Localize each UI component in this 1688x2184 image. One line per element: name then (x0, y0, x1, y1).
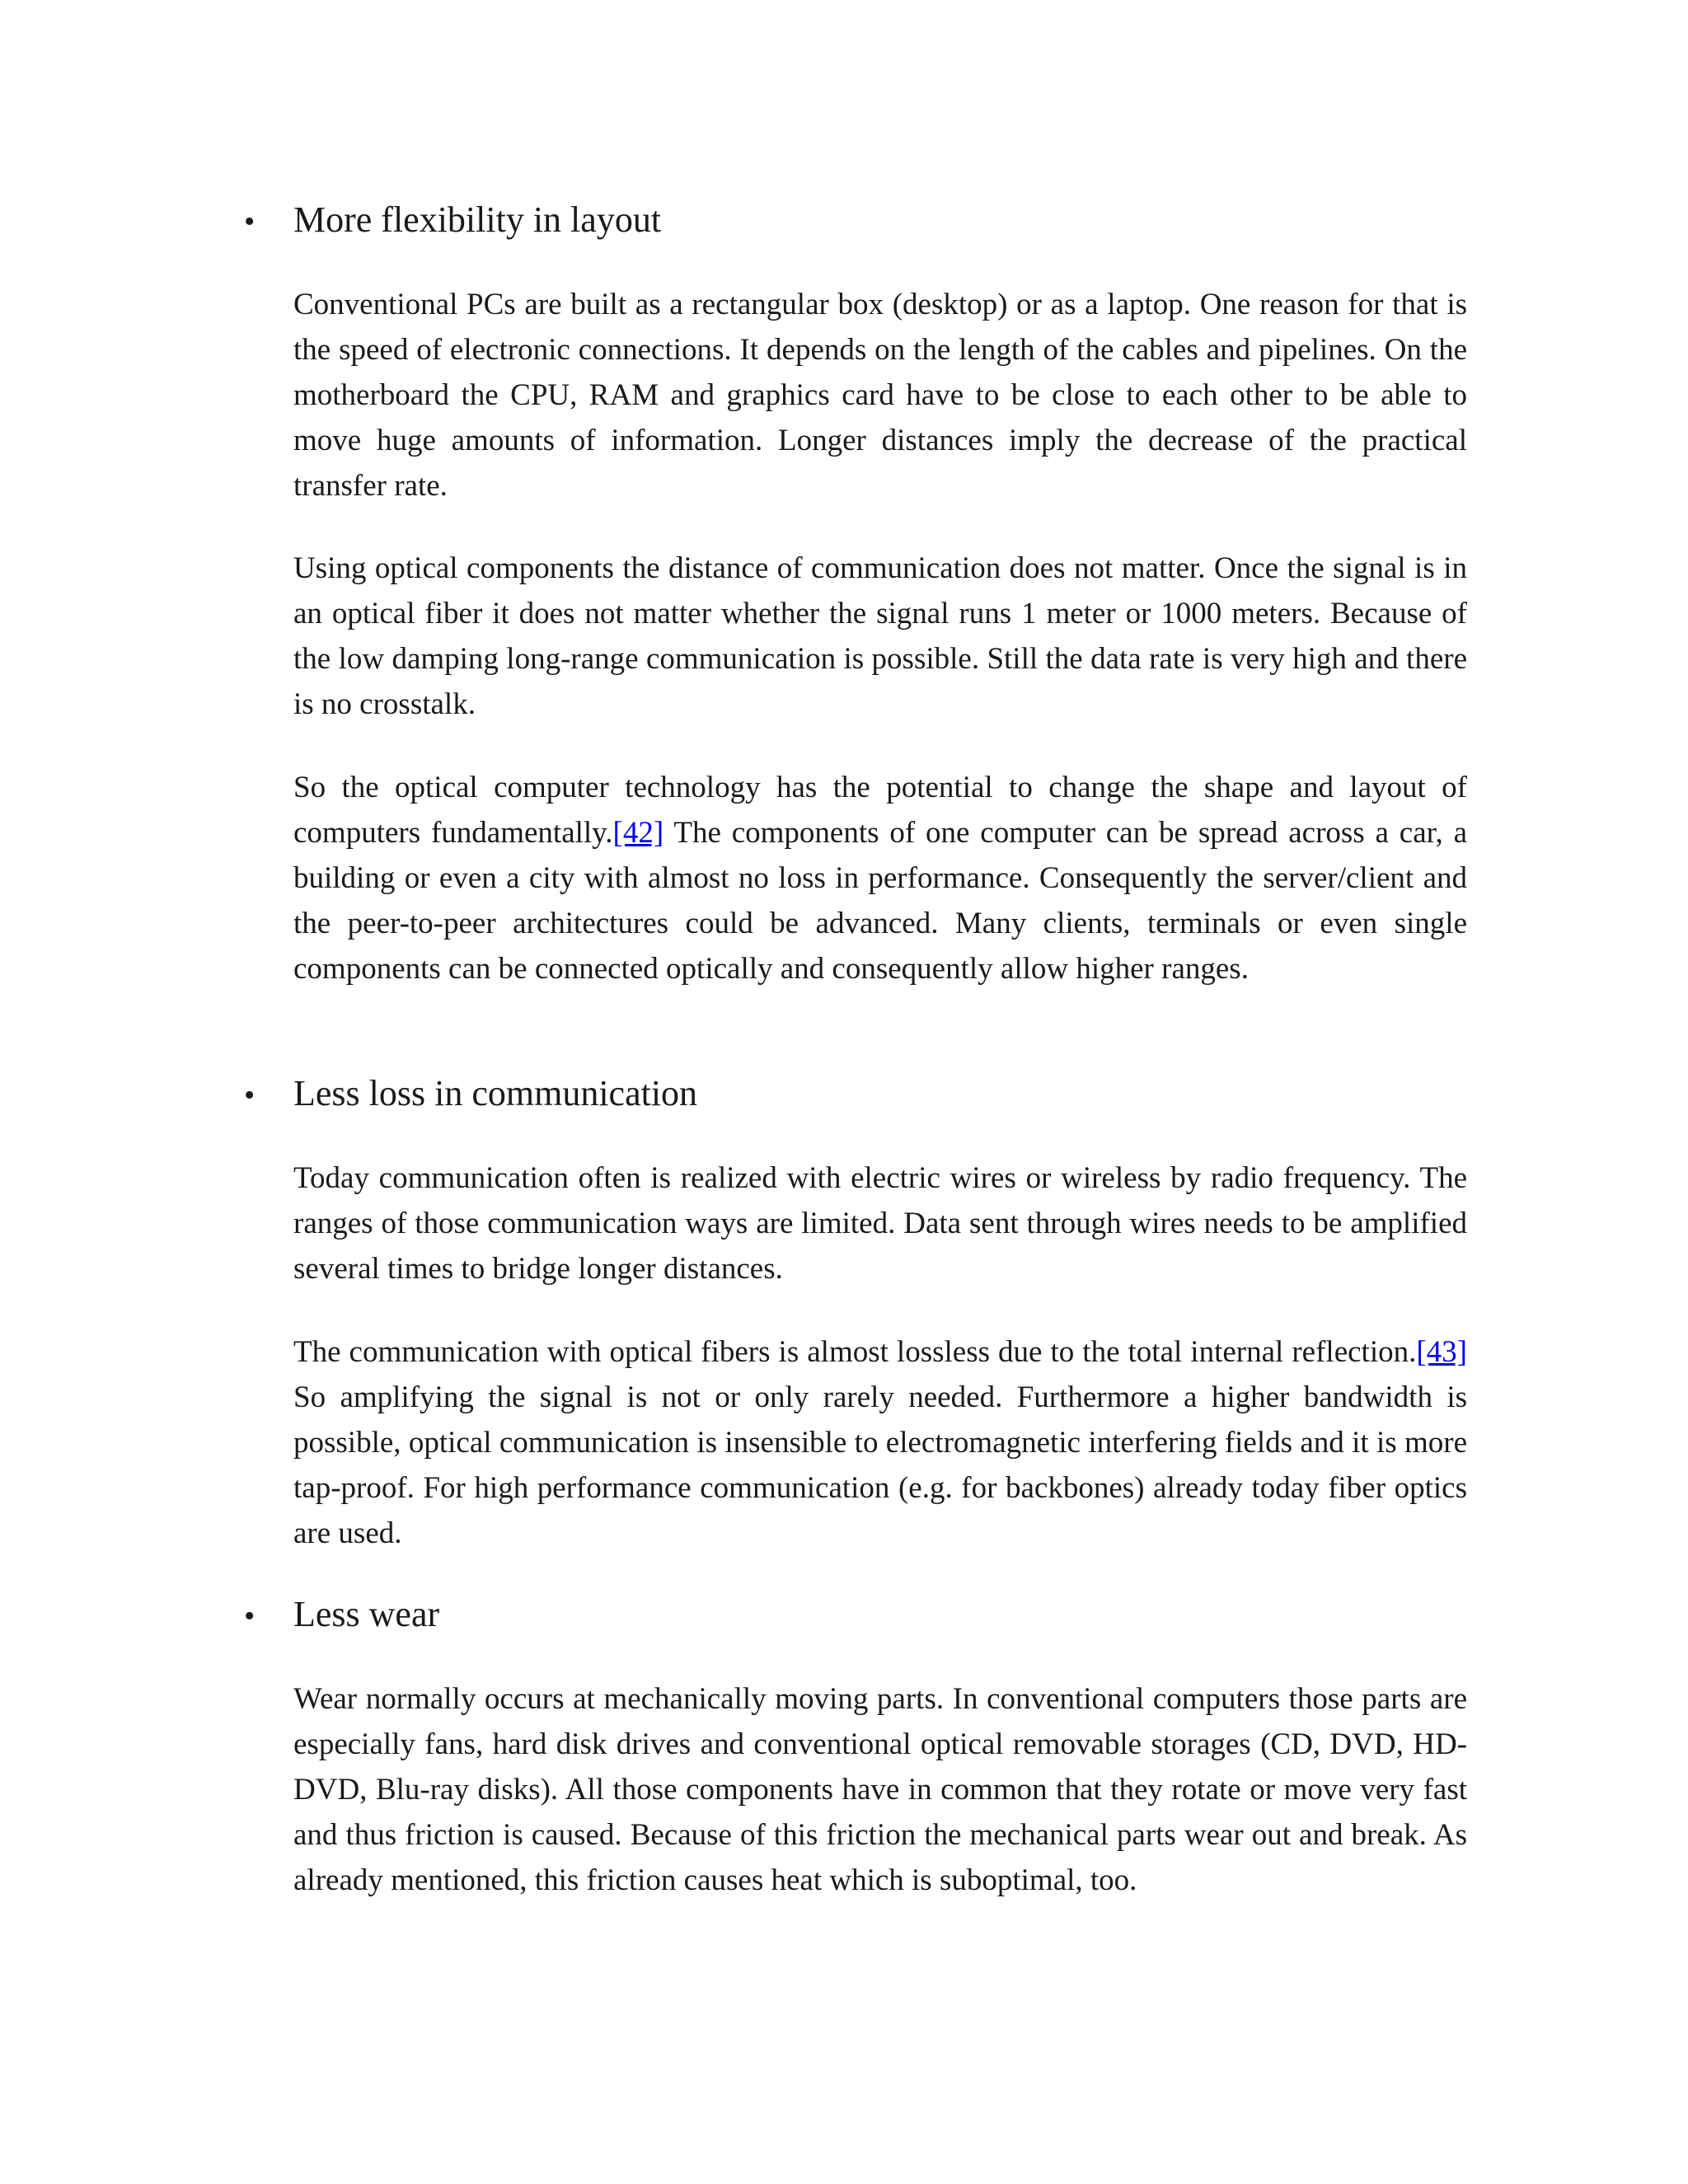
paragraph: Wear normally occurs at mechanically moving parts. In conventional computers those parts are especially fans, hard disk drives and conventional optical removable storages (CD, DVD, HD-DVD, Blu-ray disks). All those components have in common that they rotate or move very fast and thus friction is caused. Because of this friction the mechanical parts wear out and break. As already mentioned, this friction causes heat which is suboptimal, too. (293, 1682, 1467, 1897)
citation-link-43[interactable]: [43] (1416, 1335, 1467, 1369)
section-heading-communication: Less loss in communication (293, 1073, 698, 1113)
paragraph: Conventional PCs are built as a rectangular box (desktop) or as a laptop. One reason for that is the speed of electronic connections. It depends on the length of the cables and pipelines. On the motherboard the CPU, RAM and graphics card have to be close to each other to be able to move huge amounts of information. Longer distances imply the decrease of the practical transfer rate. (293, 288, 1467, 503)
paragraph (293, 765, 1467, 991)
paragraph (293, 1329, 1467, 1556)
paragraph-text: So amplifying the signal is not or only rarely needed. Furthermore a higher bandwidth is possible, optical communication is insensible to electromagnetic interfering fields and it is more tap-proof. For high performance communication (e.g. for backbones) already today fiber optics are used. (293, 1380, 1467, 1550)
paragraph-text: The communication with optical fibers is almost lossless due to the total internal reflection. (293, 1335, 1417, 1369)
section-heading-flexibility: More flexibility in layout (293, 199, 662, 240)
paragraph-text: The components of one computer can be spread across a car, a building or even a city with almost no loss in performance. Consequently the server/client and the peer-to-peer architectures could be advanced. Many clients, terminals or even single components can be connected optically and consequently allow higher ranges. (293, 816, 1468, 986)
paragraph: Using optical components the distance of communication does not matter. Once the signal is in an optical fiber it does not matter whether the signal runs 1 meter or 1000 meters. Because of the low damping long-range communication is possible. Still the data rate is very high and there is no crosstalk. (293, 551, 1467, 721)
paragraph-text: So the optical computer technology has the potential to change the shape and layout of computers fundamentally. (293, 771, 1467, 850)
bullet-marker: • (244, 204, 256, 239)
paragraph: Today communication often is realized with electric wires or wireless by radio frequency. The ranges of those communication ways are limited. Data sent through wires needs to be amplified several times to bridge longer distances. (293, 1161, 1467, 1286)
bullet-marker: • (244, 1078, 256, 1113)
bullet-marker: • (244, 1599, 256, 1633)
section-heading-wear: Less wear (293, 1594, 440, 1634)
citation-link-42[interactable]: [42] (612, 816, 664, 850)
